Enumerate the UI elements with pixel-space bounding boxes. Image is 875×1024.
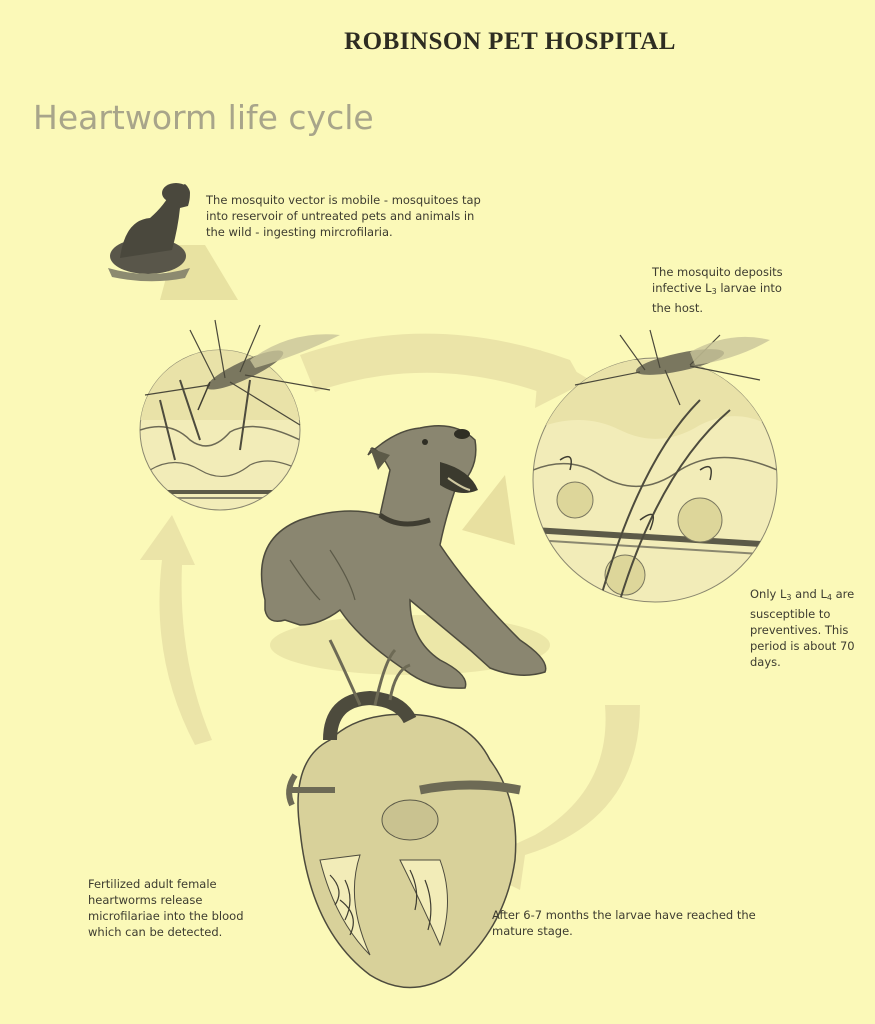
caption-mosquito-vector: The mosquito vector is mobile - mosquitoes tap into reservoir of untreated pets and animals in the wild - ingesting mircrofilaria. [206, 193, 481, 239]
subscript: 4 [826, 593, 832, 602]
caption-larvae-deposit [652, 264, 802, 316]
central-dog-illustration [262, 426, 550, 688]
subscript: 3 [711, 287, 717, 296]
caption-adult-female: Fertilized adult female heartworms release microfilariae into the blood which can be detected. [88, 877, 244, 939]
caption-larvae-deposit-text: The mosquito deposits infective L [652, 265, 783, 295]
caption-preventives-text-mid: and L [791, 587, 827, 601]
caption-preventives-text-end: are susceptible to preventives. This period is about 70 days. [750, 587, 855, 669]
arrow-left [140, 515, 212, 745]
caption-larvae-deposit-text-end: larvae into the host. [652, 281, 782, 315]
heart-illustration [289, 640, 520, 988]
subscript: 3 [786, 593, 792, 602]
caption-preventives [750, 586, 860, 670]
diagram-title: Heartworm life cycle [33, 98, 374, 137]
caption-mature-stage: After 6-7 months the larvae have reached the mature stage. [492, 908, 756, 938]
mosquito-feeding-circle [140, 320, 340, 510]
caption-preventives-text: Only L [750, 587, 787, 601]
clinic-name: ROBINSON PET HOSPITAL [344, 28, 676, 55]
